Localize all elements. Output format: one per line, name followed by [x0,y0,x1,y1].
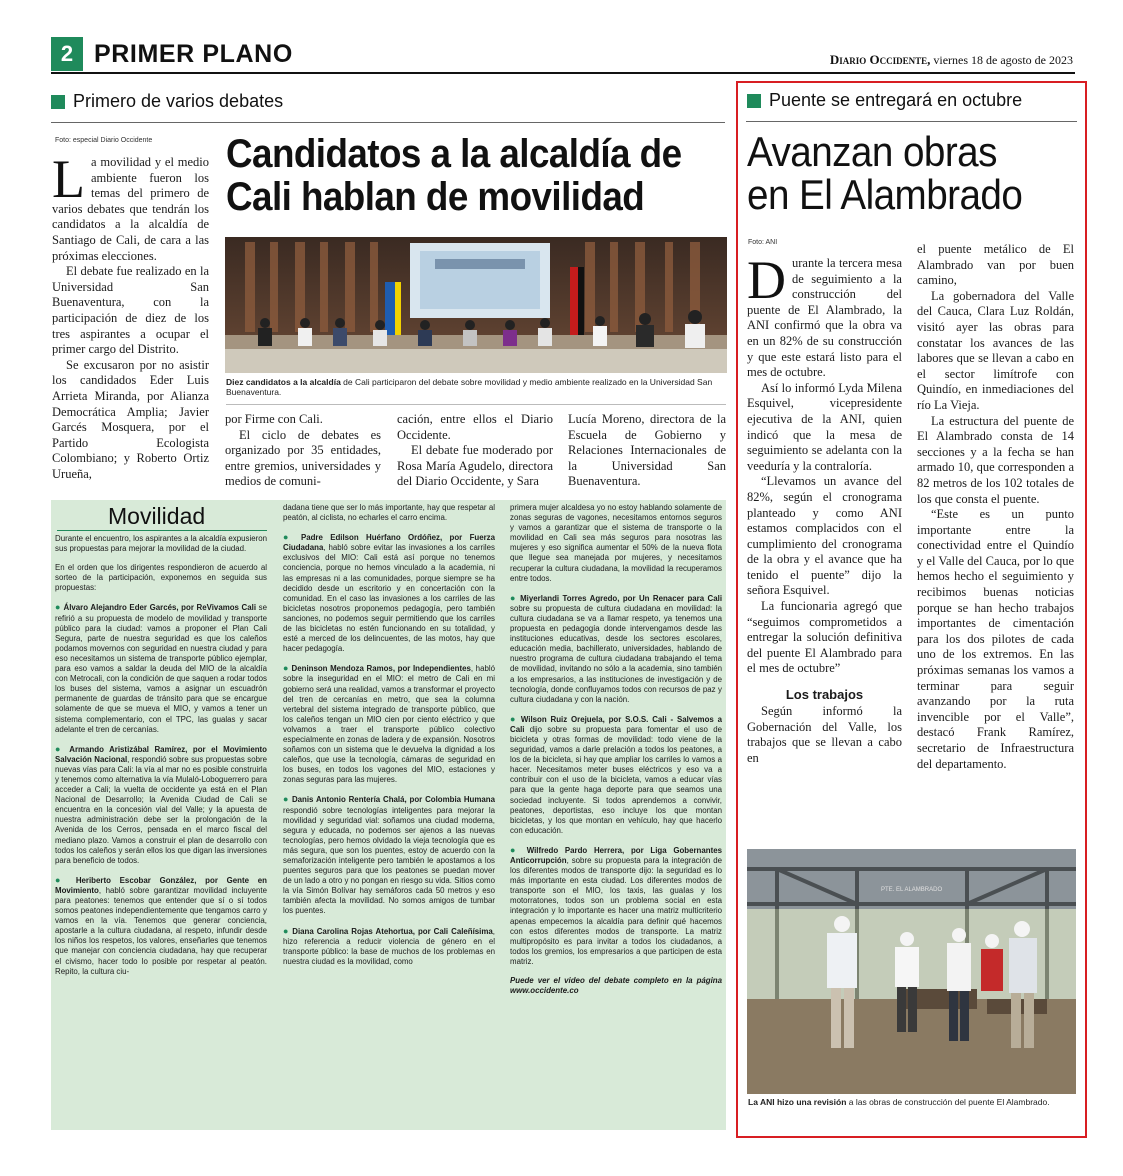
movilidad-title-rule [57,530,267,531]
left-paragraph: Lucía Moreno, directora de la Escuela de Gobierno y Relaciones Internacionales de la Universidad San Buenaventura. [568,412,726,489]
candidate-entry [55,602,267,734]
left-kicker [51,91,283,112]
left-kicker-rule [51,122,725,123]
caption-lead: La ANI hizo una revisión [748,1097,847,1107]
right-paragraph: Según informó la Gobernación del Valle, los trabajos que se llevan a cabo en [747,704,902,765]
video-note: Puede ver el video del debate completo en la página www.occidente.co [510,976,722,996]
left-dropcap: L [52,155,85,209]
bullet-icon: ● [55,874,68,885]
candidate-name: Heriberto Escobar González, por Gente en Movimiento [55,875,267,895]
left-paragraph: por Firme con Cali. [225,412,323,426]
left-paragraph [52,155,209,264]
bullet-icon: ● [510,844,520,855]
bridge-sign: PTE. EL ALAMBRADO [881,887,943,893]
right-photo-credit: Foto: ANI [748,239,778,246]
movilidad-title: Movilidad [108,503,206,529]
caption-rule [226,404,726,405]
candidate-name: Álvaro Alejandro Eder Garcés, por ReVivamos Cali [63,603,257,613]
bullet-icon: ● [55,743,64,754]
bullet-icon: ● [283,663,289,674]
bullet-icon: ● [510,713,518,724]
right-paragraph: el puente metálico de El Alambrado van por buen camino, [917,242,1074,288]
left-paragraph: El debate fue realizado en la Universidad San Buenaventura, con la participación de diez de los tres aspirantes a ocupar el primer cargo del Distrito. [52,264,209,357]
right-paragraph: La funcionaria agregó que “seguimos comprometidos a entregar la solución definitiva del puente El Alambrado para el mes de octubre” [747,599,902,676]
right-paragraph: La estructura del puente de El Alambrado consta de 14 secciones y a la fecha se han armado 10, que corresponden a 82 metros de los 102 totales de los que consta el puente. [917,413,1074,506]
right-paragraph [747,256,902,381]
right-kicker-rule [746,121,1077,122]
candidate-entry [55,875,267,977]
right-kicker [747,90,1022,111]
right-article-column-2 [917,242,1074,826]
candidate-entry [510,593,722,705]
right-paragraph-text: urante la tercera mesa de seguimiento a la construcción del puente de El Alambrado, la ANI confirmó que la obra va en un 82% de su construcción y que este estará listo para el mes de octubre. [747,256,902,380]
right-headline-line: en El Alambrado [747,171,1023,218]
bullet-icon: ● [283,925,290,936]
candidate-name: Wilfredo Pardo Herrera, por Liga Gobernantes Anticorrupción [510,845,722,865]
candidate-entry [510,714,722,836]
bullet-icon: ● [283,532,294,543]
movilidad-column-2 [283,503,495,1128]
right-kicker-text: Puente se entregará en octubre [769,90,1023,110]
caption-text: a las obras de construcción del puente El Alambrado. [846,1097,1050,1107]
movilidad-paragraph: primera mujer alcaldesa yo no estoy hablando solamente de zonas seguras de vagones, necesitamos entornos seguros y vamos a garantizar que el sistema de transporte o la movilidad en Cali sea más seguros para nosotras las mujeres y eso significa aumentar el 50% de la nueva flota que llegue sea manejada por mujeres, y necesitamos recuperar la cultura ciudadana, la movilidad la recuperamos entre todos. [510,503,722,583]
bridge-photo [747,849,1076,1094]
candidate-text: dijo sobre su propuesta para fomentar el uso de bicicleta y otras formas de movilidad: todo viene de la seguridad, vamos a darle prelación a todos los peatones, a los de la bicicleta, si hay que ampliar los carriles lo vamos a hacer. Necesitamos meter buses eléctricos y eso va a contribuir con el uso de la bicicleta, vamos a educar vías para que la gente haga deporte para que seamos una sociedad incluyente. Si todos aprendemos a convivir, peatones, deportistas, eso incluye los que montan bicicletas, y los que montan en vehículo, hay que hacerlo con educación. [510,724,722,835]
candidate-entry [283,926,495,967]
left-article-column-1 [52,155,209,500]
right-subhead: Los trabajos [785,687,864,703]
right-paragraph: Así lo informó Lyda Milena Esquivel, vicepresidente ejecutiva de la ANI, quien indicó que la mesa de seguimiento se adelanta con la veeduría y la contraloría. [747,380,902,473]
left-paragraph: El ciclo de debates es organizado por 35 entidades, entre gremios, universidades y medios de comuni- [225,427,381,489]
debate-photo [225,237,727,373]
candidate-text: respondió sobre tecnologías inteligentes para mejorar la movilidad y seguridad vial: soñamos una ciudad moderna, segura y educada, no podemos ser ajenos a las nuevas tecnologías, pero hemos olvidado la vieja tecnología que es más segura, que son los puentes, estoy de acuerdo con la semaforización inteligente pero también le apostamos a los puentes seguros para que los peatones se puedan mover de un lado a otro y no pongan en riesgo su vida. Sitios como la vía Simón Bolívar hay semáforos cada 50 metros y eso también afecta la movilidad. No somos amigos de tumbar los puentes. [283,805,495,916]
candidate-text: , habló sobre la inseguridad en el MIO: el metro de Cali en mi gobierno será una realidad, vamos a transformar el proyecto del tren de cercanías en metro, que sea la columna vertebral del sistema integrado de transporte público, que los caleños tengan un MIO cien por ciento eléctrico y que volvamos a traer el transporte público colectivo especialmente en zonas de ladera y de expansión. Nosotros soñamos con un sistema que le devuelva la dignidad a los caleños, que use la tecnología, cámaras de seguridad en los buses, en todos los vagones del MIO, estaciones y zonas seguras para las mujeres. [283,664,495,785]
bridge-photo-illustration [747,849,1076,1094]
debate-photo-caption [226,377,726,397]
issue-date: viernes 18 de agosto de 2023 [933,53,1073,67]
page-number-badge [51,37,83,71]
caption-lead: Diez candidatos a la alcaldía [226,377,341,387]
left-paragraph: cación, entre ellos el Diario Occidente. [397,412,553,442]
masthead-rule [51,72,1075,74]
page-number: 2 [60,41,74,66]
caption-text: de Cali participaron del debate sobre movilidad y medio ambiente realizado en la Universidad San Buenaventura. [226,377,713,397]
candidate-text: , respondió sobre sus propuestas sobre nuevas vías para Cali: la vía al mar no es posible construirla y tenemos como alternativa la vía Mulaló-Loboguerrero para acceder a Cali; la vuelta de occidente ya está en el Plan Nacional de Desarrollo; la Avenida Ciudad de Cali se encuentra en la concesión vial del Valle; y la apuesta de nuestra administración debe ser la prolongación de la Avenida de los Cerros, pensada en el marco fiscal del mediano plazo. Vamos a construir el plan de desarrollo con todos los caleños y serán ellos los que digan las inversiones para beneficio de todos. [55,754,267,865]
left-paragraph: Se excusaron por no asistir los candidados Eder Luis Arrieta Miranda, por Alianza Democrática Amplia; Javier Garcés Mosquera, por el Partido Ecologista Colombiano; y Roberto Ortiz Urueña, [52,357,209,481]
candidate-name: Miyerlandi Torres Agredo, por Un Renacer para Cali [520,593,722,603]
movilidad-paragraph: En el orden que los dirigentes respondieron de acuerdo al sorteo de la participación, exponemos en seguida sus propuestas: [55,563,267,593]
left-paragraph-text: a movilidad y el medio ambiente fueron los temas del primero de varios debates que tendrán los candidatos a la alcaldía de Santiago de Cali, de cara a las próximas elecciones. [52,155,209,263]
left-photo-credit: Foto: especial Diario Occidente [55,137,153,144]
bullet-icon: ● [283,794,290,805]
candidate-name: Armando Aristizábal Ramírez, por el Movimiento Salvación Nacional [55,744,267,764]
bullet-icon: ● [55,602,61,613]
dateline [830,52,1073,68]
candidate-text: , habló sobre garantizar movilidad incluyente para peatones: tenemos que entender que sí o sí todos somos peatones independientemente que tengamos carro y vamos en la vía. Tenemos que generar conciencia, apostarle a la cultura ciudadana, al respeto, infundir desde los niños los respetos, los valores, enseñarles que tenemos que manejar con conciencia ciudadana, hay que recuperar el civismo, hacer todo lo posible por respetar al peatón. Repito, la cultura ciu- [55,885,267,976]
candidate-entry [510,845,722,967]
movilidad-paragraph: dadana tiene que ser lo más importante, hay que respetar al peatón, al ciclista, no echarles el carro encima. [283,503,495,523]
candidate-text: , habló sobre evitar las invasiones a los carriles exclusivos del MIO: Cali está así porque no tenemos conciencia, porque no hemos vinculado a la academia, ni las empresas ni a las comunidades, porque siempre se ha decidido desde un escritorio y en concertación con la comunidad. En el caso las invasiones a los carriles de las bicicletas nosotros proponemos pedagogía, pero también sanciones, no podemos seguir permitiendo que los carriles de las bicicletas no estén funcionando en su totalidad, y esté a merced de los delincuentes, de las motos, hay que hacer pedagogía. [283,543,495,654]
kicker-square-icon [51,95,65,109]
candidate-entry [283,663,495,785]
candidate-text: se refirió a su propuesta de modelo de movilidad y transporte público para la ciudad: vamos a proponer el Plan Cali Segura, parte de nuestra seguridad es que los caleños podamos movernos con seguridad en nuestra ciudad y para eso necesitamos un sistema de transporte público ejemplar, para eso vamos a saldar la deuda del MIO de la alcaldía con Metrocali, con la condición de que saquen a rodar todos los buses del sistema, vamos a asignar un escuadrón permanente de guardas de tránsito para que se encargue solamente de que se mueva el MIO, y vamos a tener un sistema complementario, con el TPC, las gualas y sacar adelante el tren de cercanías. [55,603,267,734]
kicker-square-icon [747,94,761,108]
candidate-name: Danis Antonio Rentería Chalá, por Colombia Humana [291,795,495,805]
section-title: PRIMER PLANO [94,40,293,68]
candidate-text: sobre su propuesta de cultura ciudadana en movilidad: la cultura ciudadana se va a llamar respeto, ya tenemos una propuesta en pedagogía donde intervengamos desde las instituciones educativas, desde los sectores escolares, educación media, bachillerato, universidades, hablando de nuestro programa de cultura ciudadana trabajando el tema de movilidad, invitando no sólo a la academia, sino también a los empresarios, a las instituciones de investigación y de tecnología, donde confluyamos todos con recursos de paz y cultura ciudadana y con la nación. [510,603,722,704]
right-paragraph: La gobernadora del Valle del Cauca, Clara Luz Roldán, visitó ayer las obras para constatar los avances de las labores que se llevan a cabo en el sector limítrofe con Quindío, en inmediaciones del río La Vieja. [917,288,1074,412]
bullet-icon: ● [510,592,517,603]
movilidad-paragraph: Durante el encuentro, los aspirantes a la alcaldía expusieron sus propuestas para mejorar la movilidad de la ciudad. [55,534,267,554]
right-headline-line: Avanzan obras [747,128,997,175]
candidate-entry [283,532,495,654]
candidate-entry [283,794,495,916]
left-article-column-2 [225,412,381,500]
right-paragraph: “Este es un punto importante entre la conectividad entre el Quindío y el Valle del Cauca, por lo que hemos hecho el seguimiento y recibimos buenas noticias porque se han hecho trabajos importantes de cimentación para los dos pilotes de cada uno de los extremos. En las próximas semanas los vamos a terminar para seguir avanzando por la ruta invencible por el Valle”, destacó Frank Ramírez, secretario de Infraestructura del departamento. [917,507,1074,771]
right-dropcap: D [747,256,786,310]
candidate-name: Padre Edilson Huérfano Ordóñez, por Fuerza Ciudadana [283,533,495,553]
candidate-name: Wilson Ruiz Orejuela, por S.O.S. Cali - Salvemos a Cali [510,714,722,734]
newspaper-brand: Diario Occidente, [829,52,931,67]
movilidad-column-3 [510,503,722,1128]
debate-photo-illustration [225,237,727,373]
left-kicker-text: Primero de varios debates [73,91,284,111]
left-article-column-4 [568,412,726,500]
candidate-text: , sobre su propuesta para la integración de los diferentes modos de transporte dijo: la seguridad es lo más importante en esta ciudad. Los diferentes modos de transporte son el MIO, los taxis, las guaIas y los motorratones, todos son un problema social en esta integración y lo importante es hacer una matriz multicriterio apenas empecemos la alcaldía para definir qué hacemos con estos diferentes modos de transporte. La matriz multipropósito es para invitar a todos los ciudadanos, a todos los gremios, los empresarios a que participen de esta matriz. [510,856,722,966]
right-headline [747,130,1051,216]
movilidad-column-1 [55,534,267,1124]
candidate-entry [55,744,267,866]
left-article-column-3 [397,412,553,500]
right-article-column-1 [747,256,902,826]
candidate-text: , hizo referencia a reducir violencia de género en el transporte público: la base de muchos de los problemas en nuestra ciudad es la movilidad, como [283,926,495,966]
bridge-photo-caption [748,1097,1076,1107]
candidate-name: Diana Carolina Rojas Atehortua, por Cali Caleñísima [292,926,493,936]
right-paragraph: “Llevamos un avance del 82%, según el cronograma planteado y como ANI estamos complacidos con el cumplimiento del cronograma de la obra y el avance que ha tenido el puente” dijo la señora Esquivel. [747,474,902,598]
left-headline: Candidatos a la alcaldía de Cali hablan de movilidad [226,132,682,219]
left-paragraph: El debate fue moderado por Rosa María Agudelo, directora del Diario Occidente, y Sara [397,443,553,489]
candidate-name: Deninson Mendoza Ramos, por Independientes [291,664,471,674]
